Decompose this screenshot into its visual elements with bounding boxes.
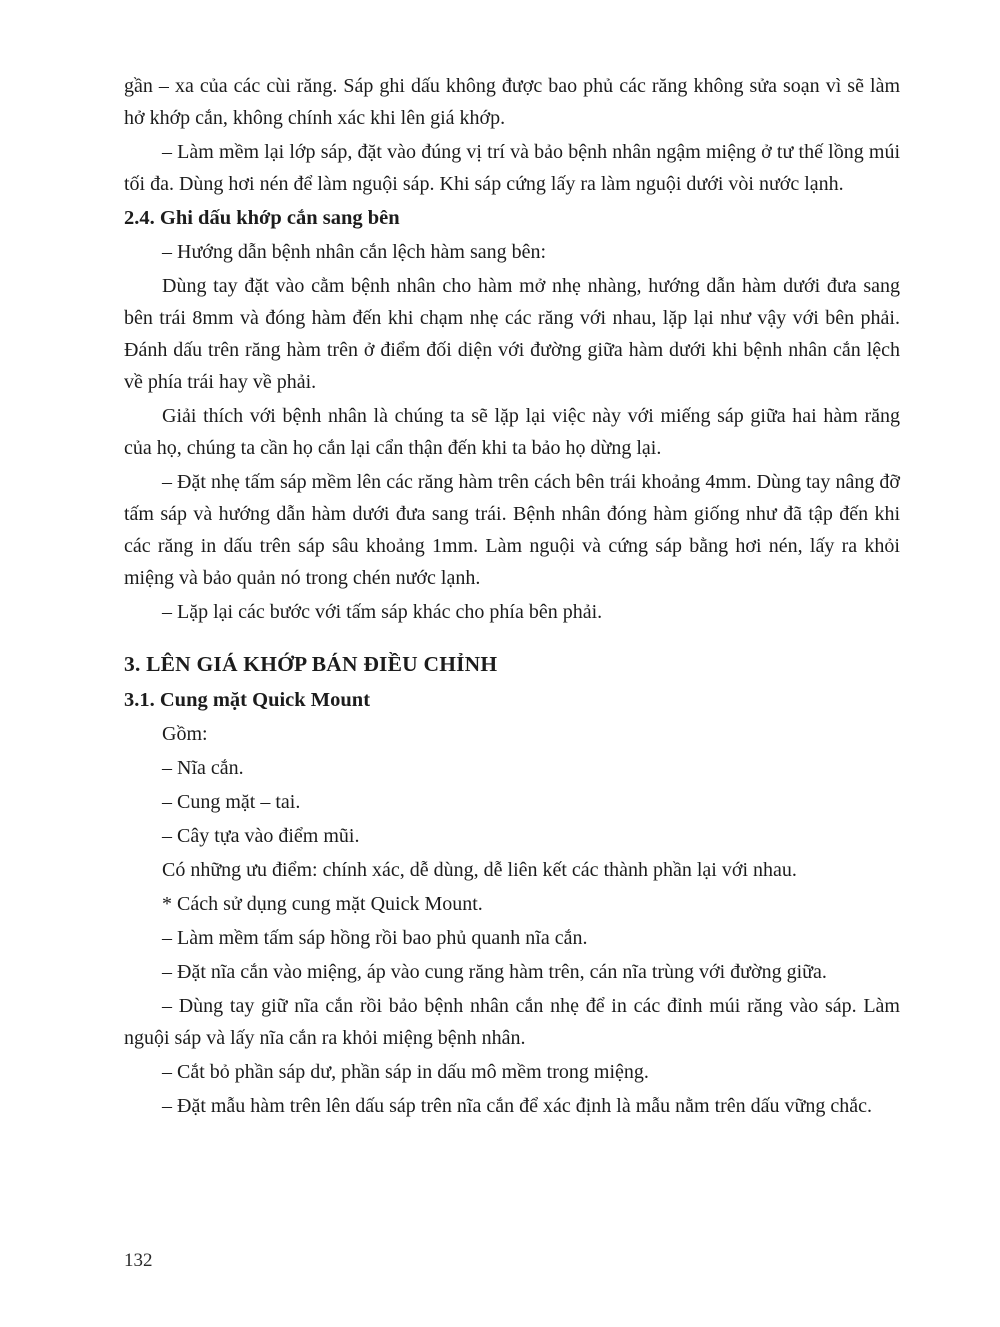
section-heading-3: 3. LÊN GIÁ KHỚP BÁN ĐIỀU CHỈNH (124, 652, 498, 676)
paragraph-guide-patient: – Hướng dẫn bệnh nhân cắn lệch hàm sang bên: (162, 241, 547, 263)
list-item: Gồm: (162, 723, 208, 745)
list-item: – Cây tựa vào điểm mũi. (162, 825, 360, 847)
list-item: – Cắt bỏ phần sáp dư, phần sáp in dấu mô mềm trong miệng. (162, 1061, 649, 1083)
list-item: – Dùng tay giữ nĩa cắn rồi bảo bệnh nhân cắn nhẹ để in các đỉnh múi răng vào sáp. Làm nguội sáp và lấy nĩa cắn ra khỏi miệng bệnh nhân. (124, 995, 900, 1049)
page-body (124, 70, 900, 1124)
section-heading-2-4: 2.4. Ghi dấu khớp cắn sang bên (124, 207, 400, 229)
paragraph-soften-wax: – Làm mềm lại lớp sáp, đặt vào đúng vị trí và bảo bệnh nhân ngậm miệng ở tư thế lồng múi tối đa. Dùng hơi nén để làm nguội sáp. Khi sáp cứng lấy ra làm nguội dưới vòi nước lạnh. (124, 141, 900, 195)
page-number: 132 (124, 1250, 153, 1271)
list-item: – Đặt nĩa cắn vào miệng, áp vào cung răng hàm trên, cán nĩa trùng với đường giữa. (162, 961, 827, 983)
list-item: * Cách sử dụng cung mặt Quick Mount. (162, 893, 483, 915)
paragraph-explain-patient: Giải thích với bệnh nhân là chúng ta sẽ lặp lại việc này với miếng sáp giữa hai hàm răng của họ, chúng ta cần họ cắn lại cẩn thận đến khi ta bảo họ dừng lại. (124, 405, 900, 459)
paragraph-repeat-right: – Lặp lại các bước với tấm sáp khác cho phía bên phải. (162, 601, 603, 623)
list-item: – Đặt mẫu hàm trên lên dấu sáp trên nĩa cắn để xác định là mẫu nằm trên dấu vững chắc. (162, 1095, 873, 1117)
section-heading-3-1: 3.1. Cung mặt Quick Mount (124, 689, 371, 711)
list-item: Có những ưu điểm: chính xác, dễ dùng, dễ liên kết các thành phần lại với nhau. (162, 859, 797, 881)
paragraph-place-wax: – Đặt nhẹ tấm sáp mềm lên các răng hàm trên cách bên trái khoảng 4mm. Dùng tay nâng đỡ tấm sáp và hướng dẫn hàm dưới đưa sang trái. Bệnh nhân đóng hàm giống như đã tập đến khi các răng in dấu trên sáp sâu khoảng 1mm. Làm nguội và cứng sáp bằng hơi nén, lấy ra khỏi miệng và bảo quản nó trong chén nước lạnh. (124, 471, 900, 589)
list-item: – Cung mặt – tai. (162, 791, 301, 813)
list-item: – Nĩa cắn. (162, 757, 244, 779)
list-item: – Làm mềm tấm sáp hồng rồi bao phủ quanh nĩa cắn. (162, 927, 588, 949)
paragraph-continuation: gần – xa của các cùi răng. Sáp ghi dấu không được bao phủ các răng không sửa soạn vì sẽ làm hở khớp cắn, không chính xác khi lên giá khớp. (124, 75, 900, 129)
paragraph-hand-on-chin: Dùng tay đặt vào cằm bệnh nhân cho hàm mở nhẹ nhàng, hướng dẫn hàm dưới đưa sang bên trái 8mm và đóng hàm đến khi chạm nhẹ các răng với nhau, lặp lại như vậy với bên phải. Đánh dấu trên răng hàm trên ở điểm đối diện với đường giữa hàm dưới khi bệnh nhân cắn lệch về phía trái hay về phải. (124, 275, 900, 393)
